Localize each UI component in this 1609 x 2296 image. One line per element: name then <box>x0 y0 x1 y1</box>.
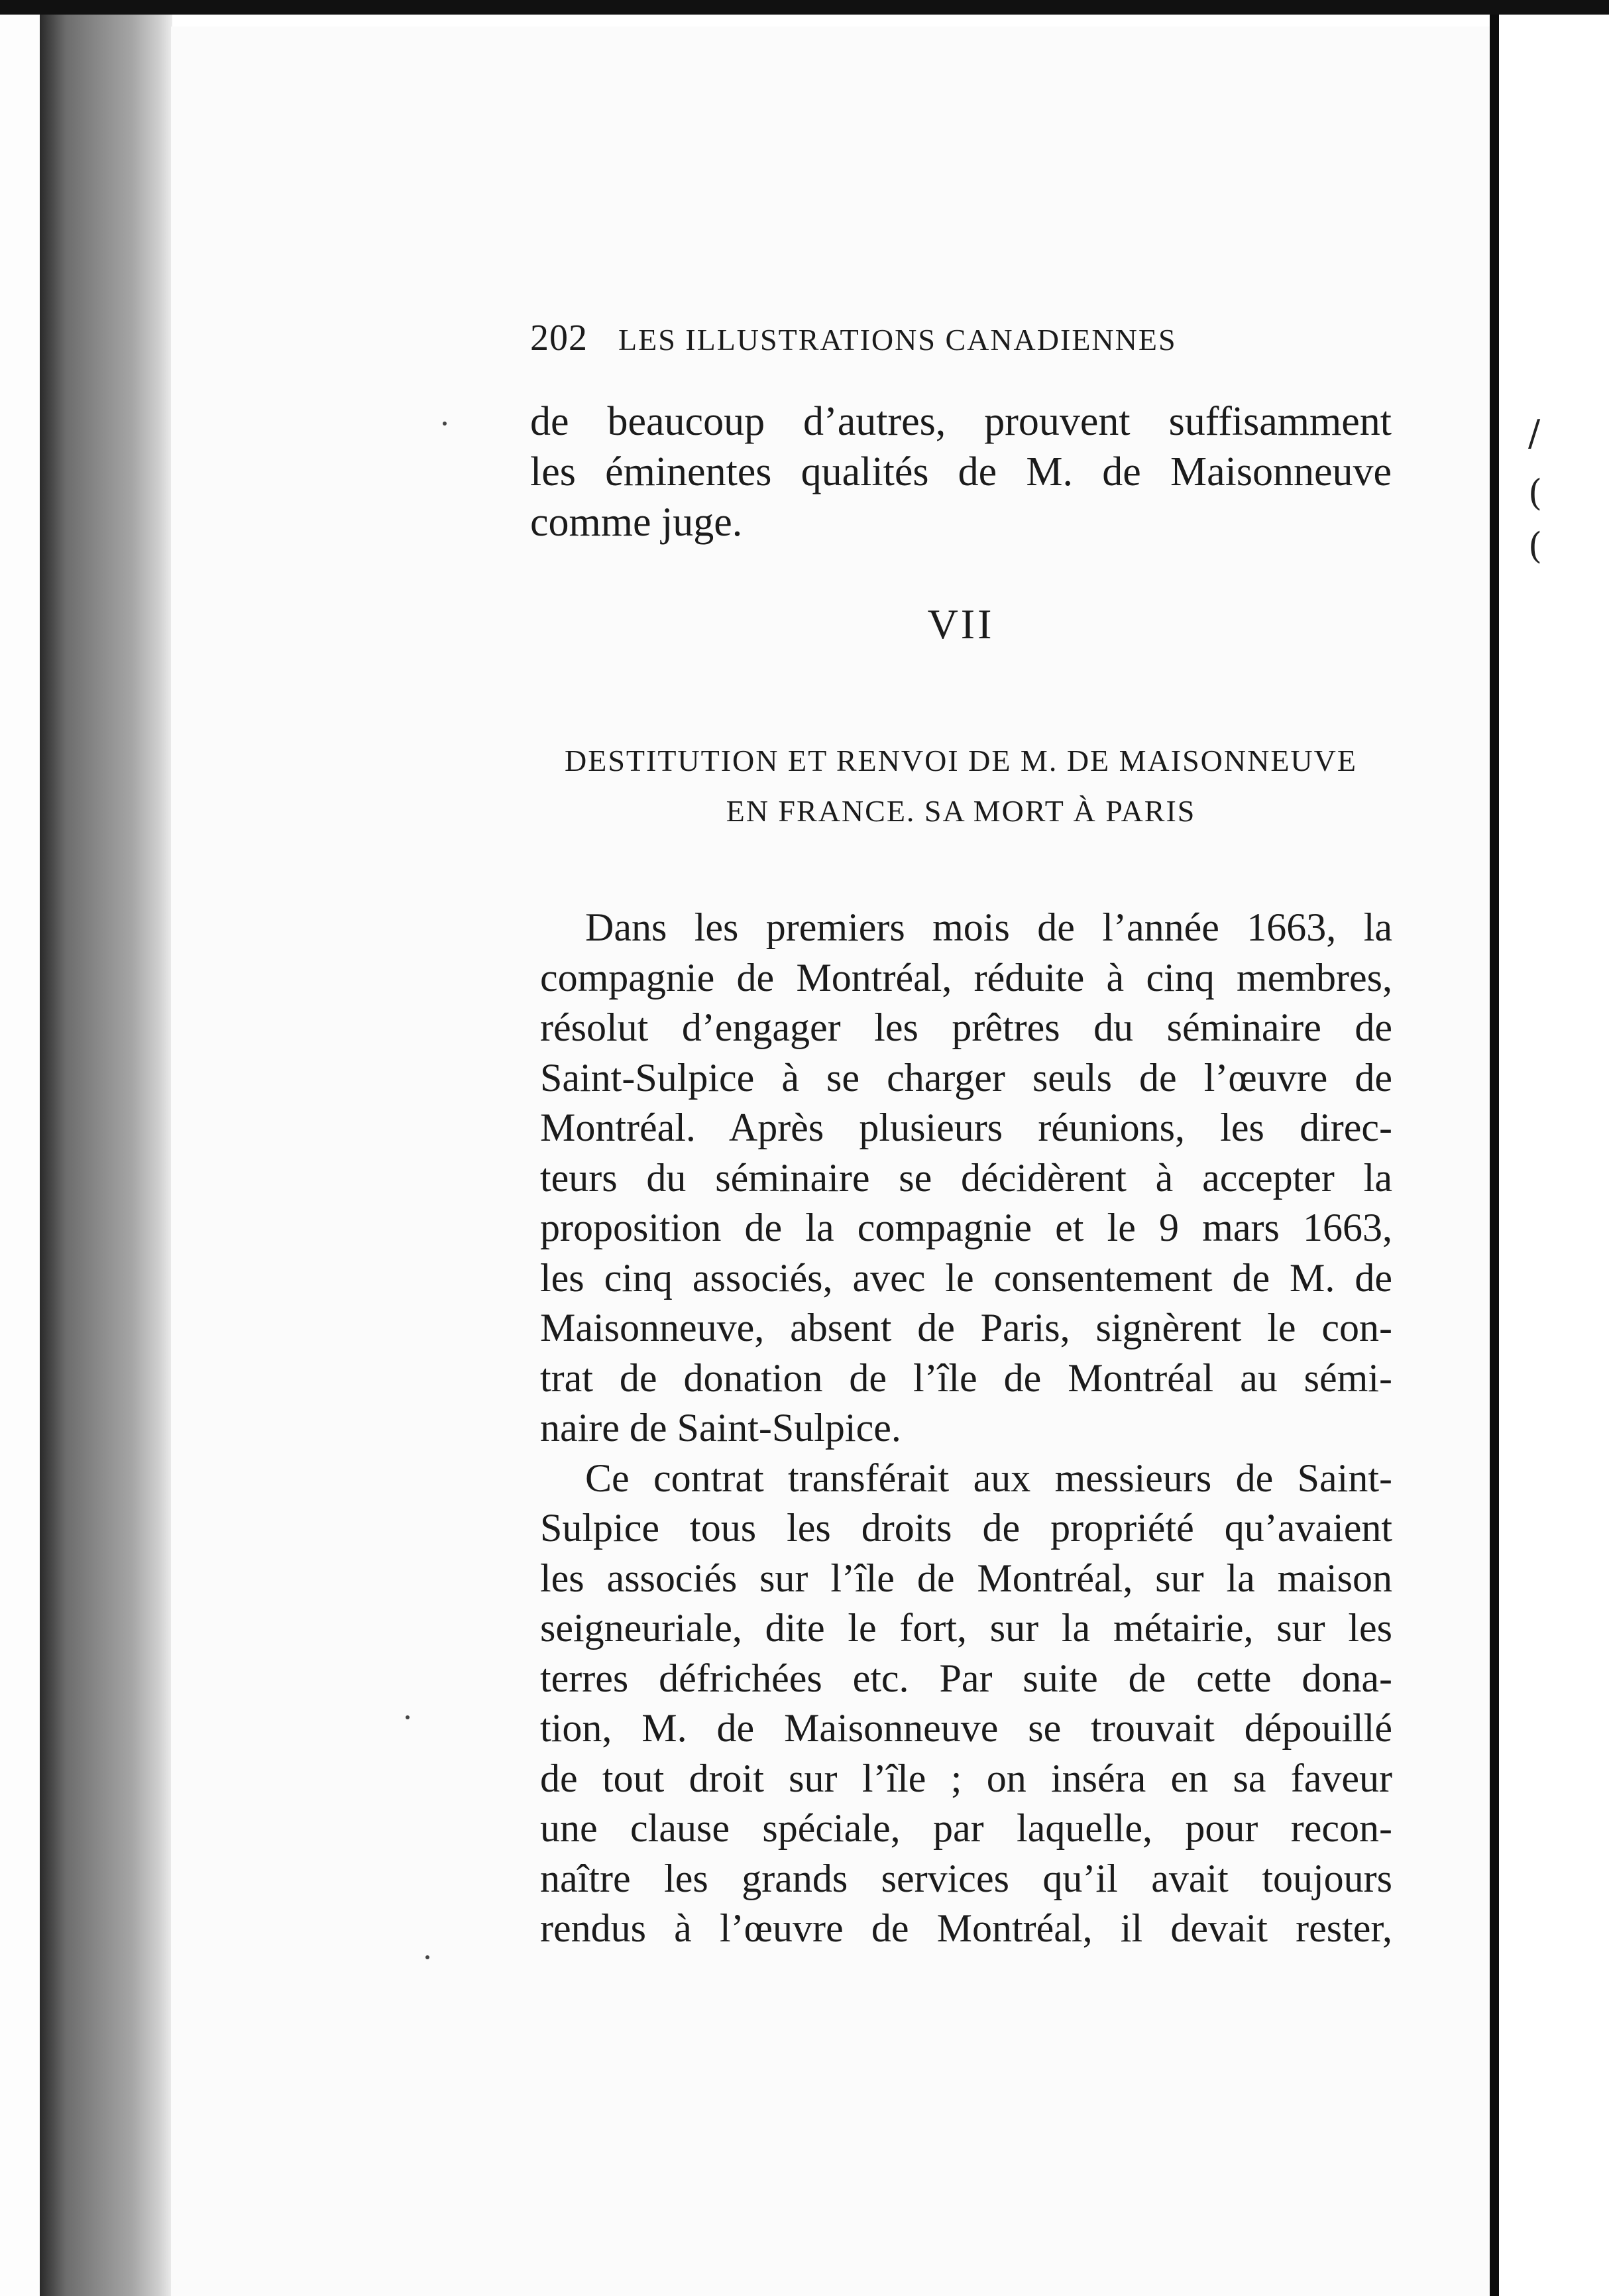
text-line: Montréal. Après plusieurs réunions, les direc- <box>540 1106 1392 1149</box>
scan-left-margin <box>0 15 40 2296</box>
scan-top-border <box>0 0 1609 15</box>
text-line: proposition de la compagnie et le 9 mars 1663, <box>540 1206 1392 1249</box>
text-line: Sulpice tous les droits de propriété qu’avaient <box>540 1506 1392 1550</box>
running-head-title: LES ILLUSTRATIONS CANADIENNES <box>618 323 1177 357</box>
chapter-title-line: DESTITUTION ET RENVOI DE M. DE MAISONNEUVE <box>565 744 1357 777</box>
chapter-title <box>530 736 1392 836</box>
scan-speck <box>406 1715 410 1719</box>
facing-page-fragment: / <box>1528 412 1541 454</box>
text-line: rendus à l’œuvre de Montréal, il devait rester, <box>540 1906 1392 1950</box>
text-line: de tout droit sur l’île ; on inséra en sa faveur <box>540 1756 1392 1800</box>
scan-speck <box>443 422 447 426</box>
chapter-number: VII <box>927 601 995 648</box>
book-edge-gutter <box>40 15 172 2296</box>
text-line: Saint-Sulpice à se charger seuls de l’œuvre de <box>540 1055 1392 1100</box>
text-line: tion, M. de Maisonneuve se trouvait dépouillé <box>540 1706 1392 1750</box>
text-line: compagnie de Montréal, réduite à cinq membres, <box>540 955 1392 1000</box>
facing-page-fragment: ( <box>1528 472 1543 514</box>
paragraph <box>540 903 1392 1454</box>
facing-page-edge <box>1499 15 1609 2296</box>
text-line: résolut d’engager les prêtres du séminaire de <box>540 1005 1392 1049</box>
running-head <box>530 317 1312 359</box>
text-line: les éminentes qualités de M. de Maisonneuve <box>530 449 1392 494</box>
text-line: trat de donation de l’île de Montréal au sémi- <box>540 1355 1392 1400</box>
text-line: Maisonneuve, absent de Paris, signèrent le con- <box>540 1306 1392 1349</box>
opening-paragraph <box>530 396 1392 547</box>
chapter-title-line: EN FRANCE. SA MORT À PARIS <box>726 794 1196 828</box>
text-line: terres défrichées etc. Par suite de cette dona- <box>540 1656 1392 1700</box>
facing-page-fragment: ( <box>1528 525 1543 567</box>
text-line: Ce contrat transférait aux messieurs de Saint- <box>585 1456 1392 1500</box>
book-gutter-right <box>1490 15 1499 2296</box>
text-line: Dans les premiers mois de l’année 1663, la <box>585 905 1392 949</box>
text-line: comme juge. <box>530 500 743 545</box>
text-line: naire de Saint-Sulpice. <box>540 1406 901 1450</box>
scan-speck <box>425 1955 429 1959</box>
text-line: de beaucoup d’autres, prouvent suffisamment <box>530 399 1392 444</box>
text-line: teurs du séminaire se décidèrent à accepter la <box>540 1155 1392 1200</box>
text-line: les cinq associés, avec le consentement de M. de <box>540 1255 1392 1300</box>
paragraph <box>540 1454 1392 1954</box>
page-number: 202 <box>530 317 588 359</box>
text-line: une clause spéciale, par laquelle, pour recon- <box>540 1806 1392 1850</box>
text-line: seigneuriale, dite le fort, sur la métairie, sur les <box>540 1606 1392 1650</box>
body-text <box>540 903 1392 1954</box>
text-line: naître les grands services qu’il avait toujours <box>540 1856 1392 1900</box>
text-line: les associés sur l’île de Montréal, sur la maison <box>540 1556 1392 1600</box>
